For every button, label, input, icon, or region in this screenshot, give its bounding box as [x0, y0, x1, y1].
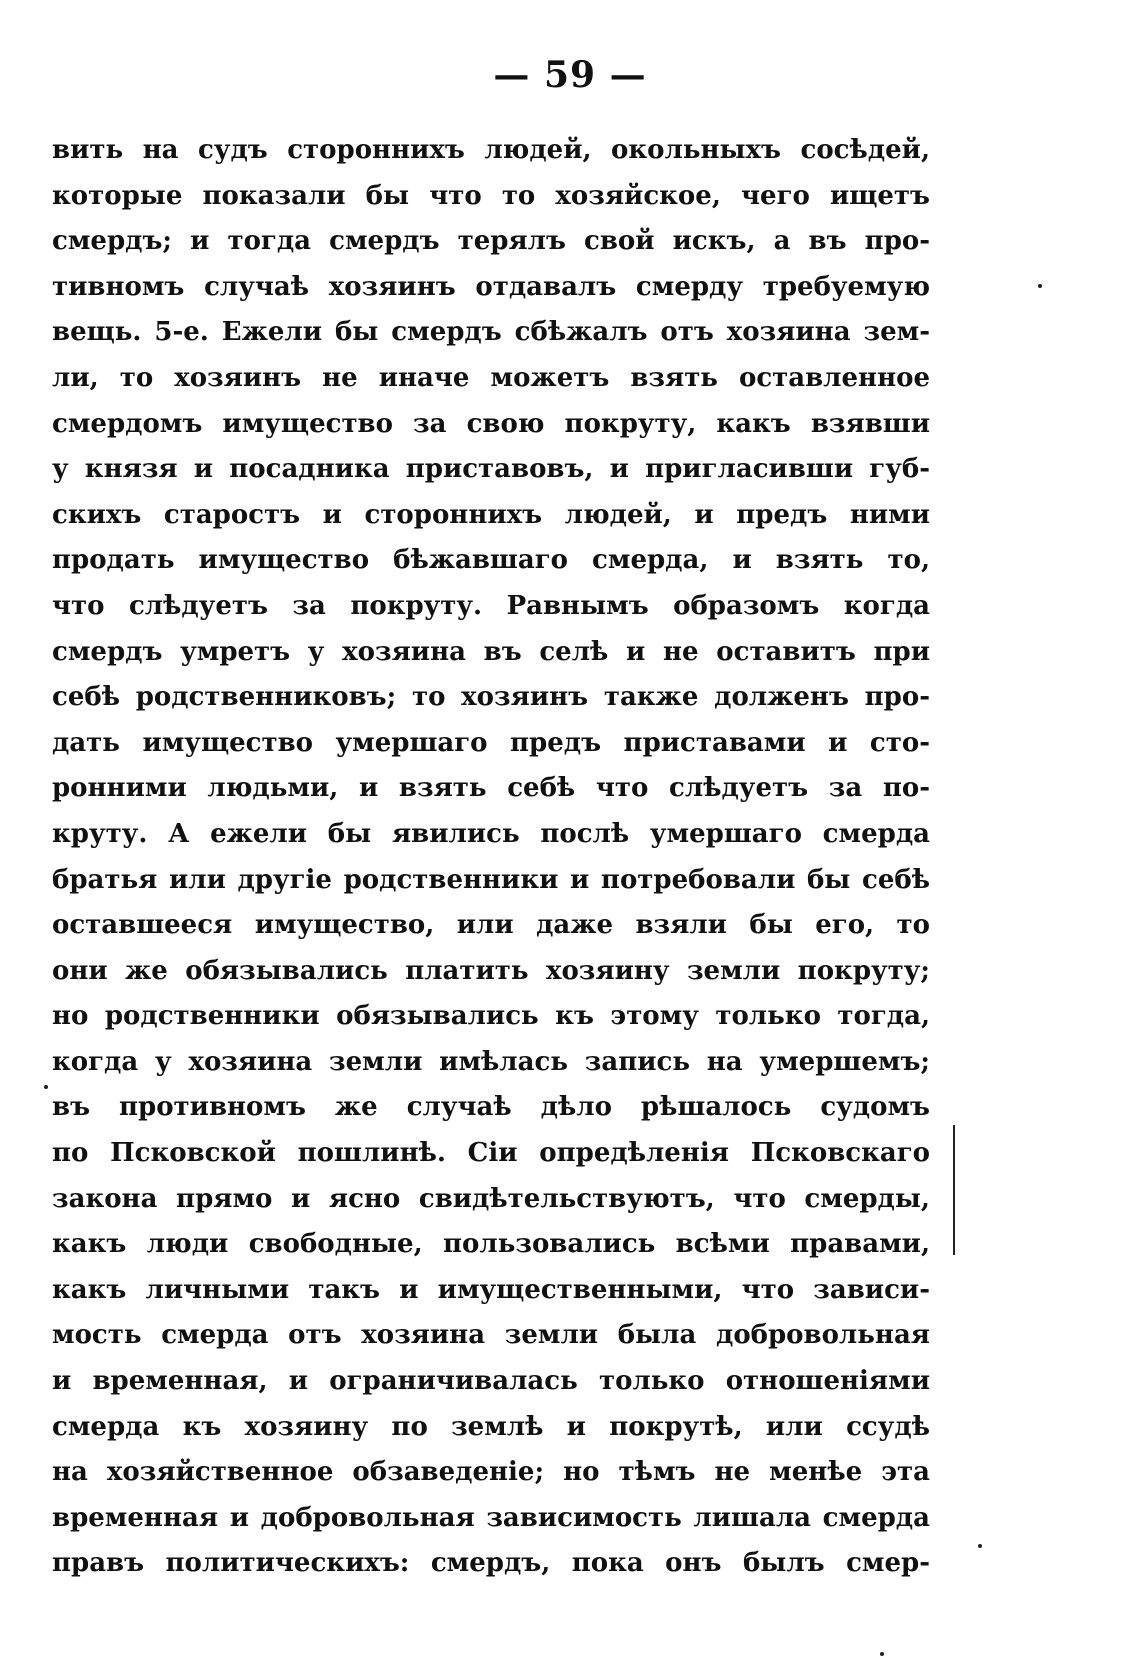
text-line: какъ личными такъ и имущественными, что зависи- [52, 1274, 930, 1305]
text-line: какъ люди свободные, пользовались всѣми правами, [52, 1229, 930, 1260]
text-line: что слѣдуетъ за покруту. Равнымъ образомъ когда [52, 590, 930, 621]
text-line: на хозяйственное обзаведеніе; но тѣмъ не менѣе эта [52, 1457, 930, 1488]
text-line: и временная, и ограничивалась только отношеніями [52, 1366, 930, 1397]
text-line: въ противномъ же случаѣ дѣло рѣшалось судомъ [52, 1092, 930, 1123]
text-line: братья или другіе родственники и потребовали бы себѣ [52, 864, 930, 895]
text-line: правъ политическихъ: смердъ, пока онъ былъ смер- [52, 1548, 930, 1579]
text-line: скихъ старостъ и стороннихъ людей, и предъ ними [52, 499, 930, 530]
text-line: вещь. 5-е. Ежели бы смердъ сбѣжалъ отъ хозяина зем- [52, 317, 930, 348]
scan-speck [1038, 284, 1042, 288]
scan-speck [978, 1544, 982, 1548]
text-line: закона прямо и ясно свидѣтельствуютъ, что смерды, [52, 1183, 930, 1214]
text-line: себѣ родственниковъ; то хозяинъ также долженъ про- [52, 682, 930, 713]
text-line: смерда къ хозяину по землѣ и покрутѣ, или ссудѣ [52, 1411, 930, 1442]
text-line: когда у хозяина земли имѣлась запись на умершемъ; [52, 1046, 930, 1077]
text-line: у князя и посадника приставовъ, и пригласивши губ- [52, 454, 930, 485]
text-line: ли, то хозяинъ не иначе можетъ взять оставленное [52, 362, 930, 393]
text-line: ронними людьми, и взять себѣ что слѣдуетъ за по- [52, 773, 930, 804]
text-line: продать имущество бѣжавшаго смерда, и взять то, [52, 545, 930, 576]
text-line: тивномъ случаѣ хозяинъ отдавалъ смерду требуемую [52, 271, 930, 302]
text-line: смердъ; и тогда смердъ терялъ свой искъ, а въ про- [52, 226, 930, 257]
text-line: мость смерда отъ хозяина земли была добровольная [52, 1320, 930, 1351]
text-line: временная и добровольная зависимость лишала смерда [52, 1502, 930, 1533]
text-line: оставшееся имущество, или даже взяли бы его, то [52, 910, 930, 941]
text-line: но родственники обязывались къ этому только тогда, [52, 1001, 930, 1032]
body-text [52, 128, 930, 1587]
text-line: которые показали бы что то хозяйское, чего ищетъ [52, 180, 930, 211]
margin-line-mark [953, 1125, 955, 1255]
scan-speck [44, 1085, 48, 1089]
text-line: дать имущество умершаго предъ приставами и сто- [52, 727, 930, 758]
text-line: смердомъ имущество за свою покруту, какъ взявши [52, 408, 930, 439]
scan-speck [880, 1652, 884, 1656]
text-line: круту. А ежели бы явились послѣ умершаго смерда [52, 818, 930, 849]
text-line: смердъ умретъ у хозяина въ селѣ и не оставитъ при [52, 636, 930, 667]
text-line: по Псковской пошлинѣ. Сіи опредѣленія Псковскаго [52, 1138, 930, 1169]
text-line: они же обязывались платить хозяину земли покруту; [52, 955, 930, 986]
page-number: — 59 — [493, 54, 647, 96]
text-line: вить на судъ стороннихъ людей, окольныхъ сосѣдей, [52, 135, 930, 165]
